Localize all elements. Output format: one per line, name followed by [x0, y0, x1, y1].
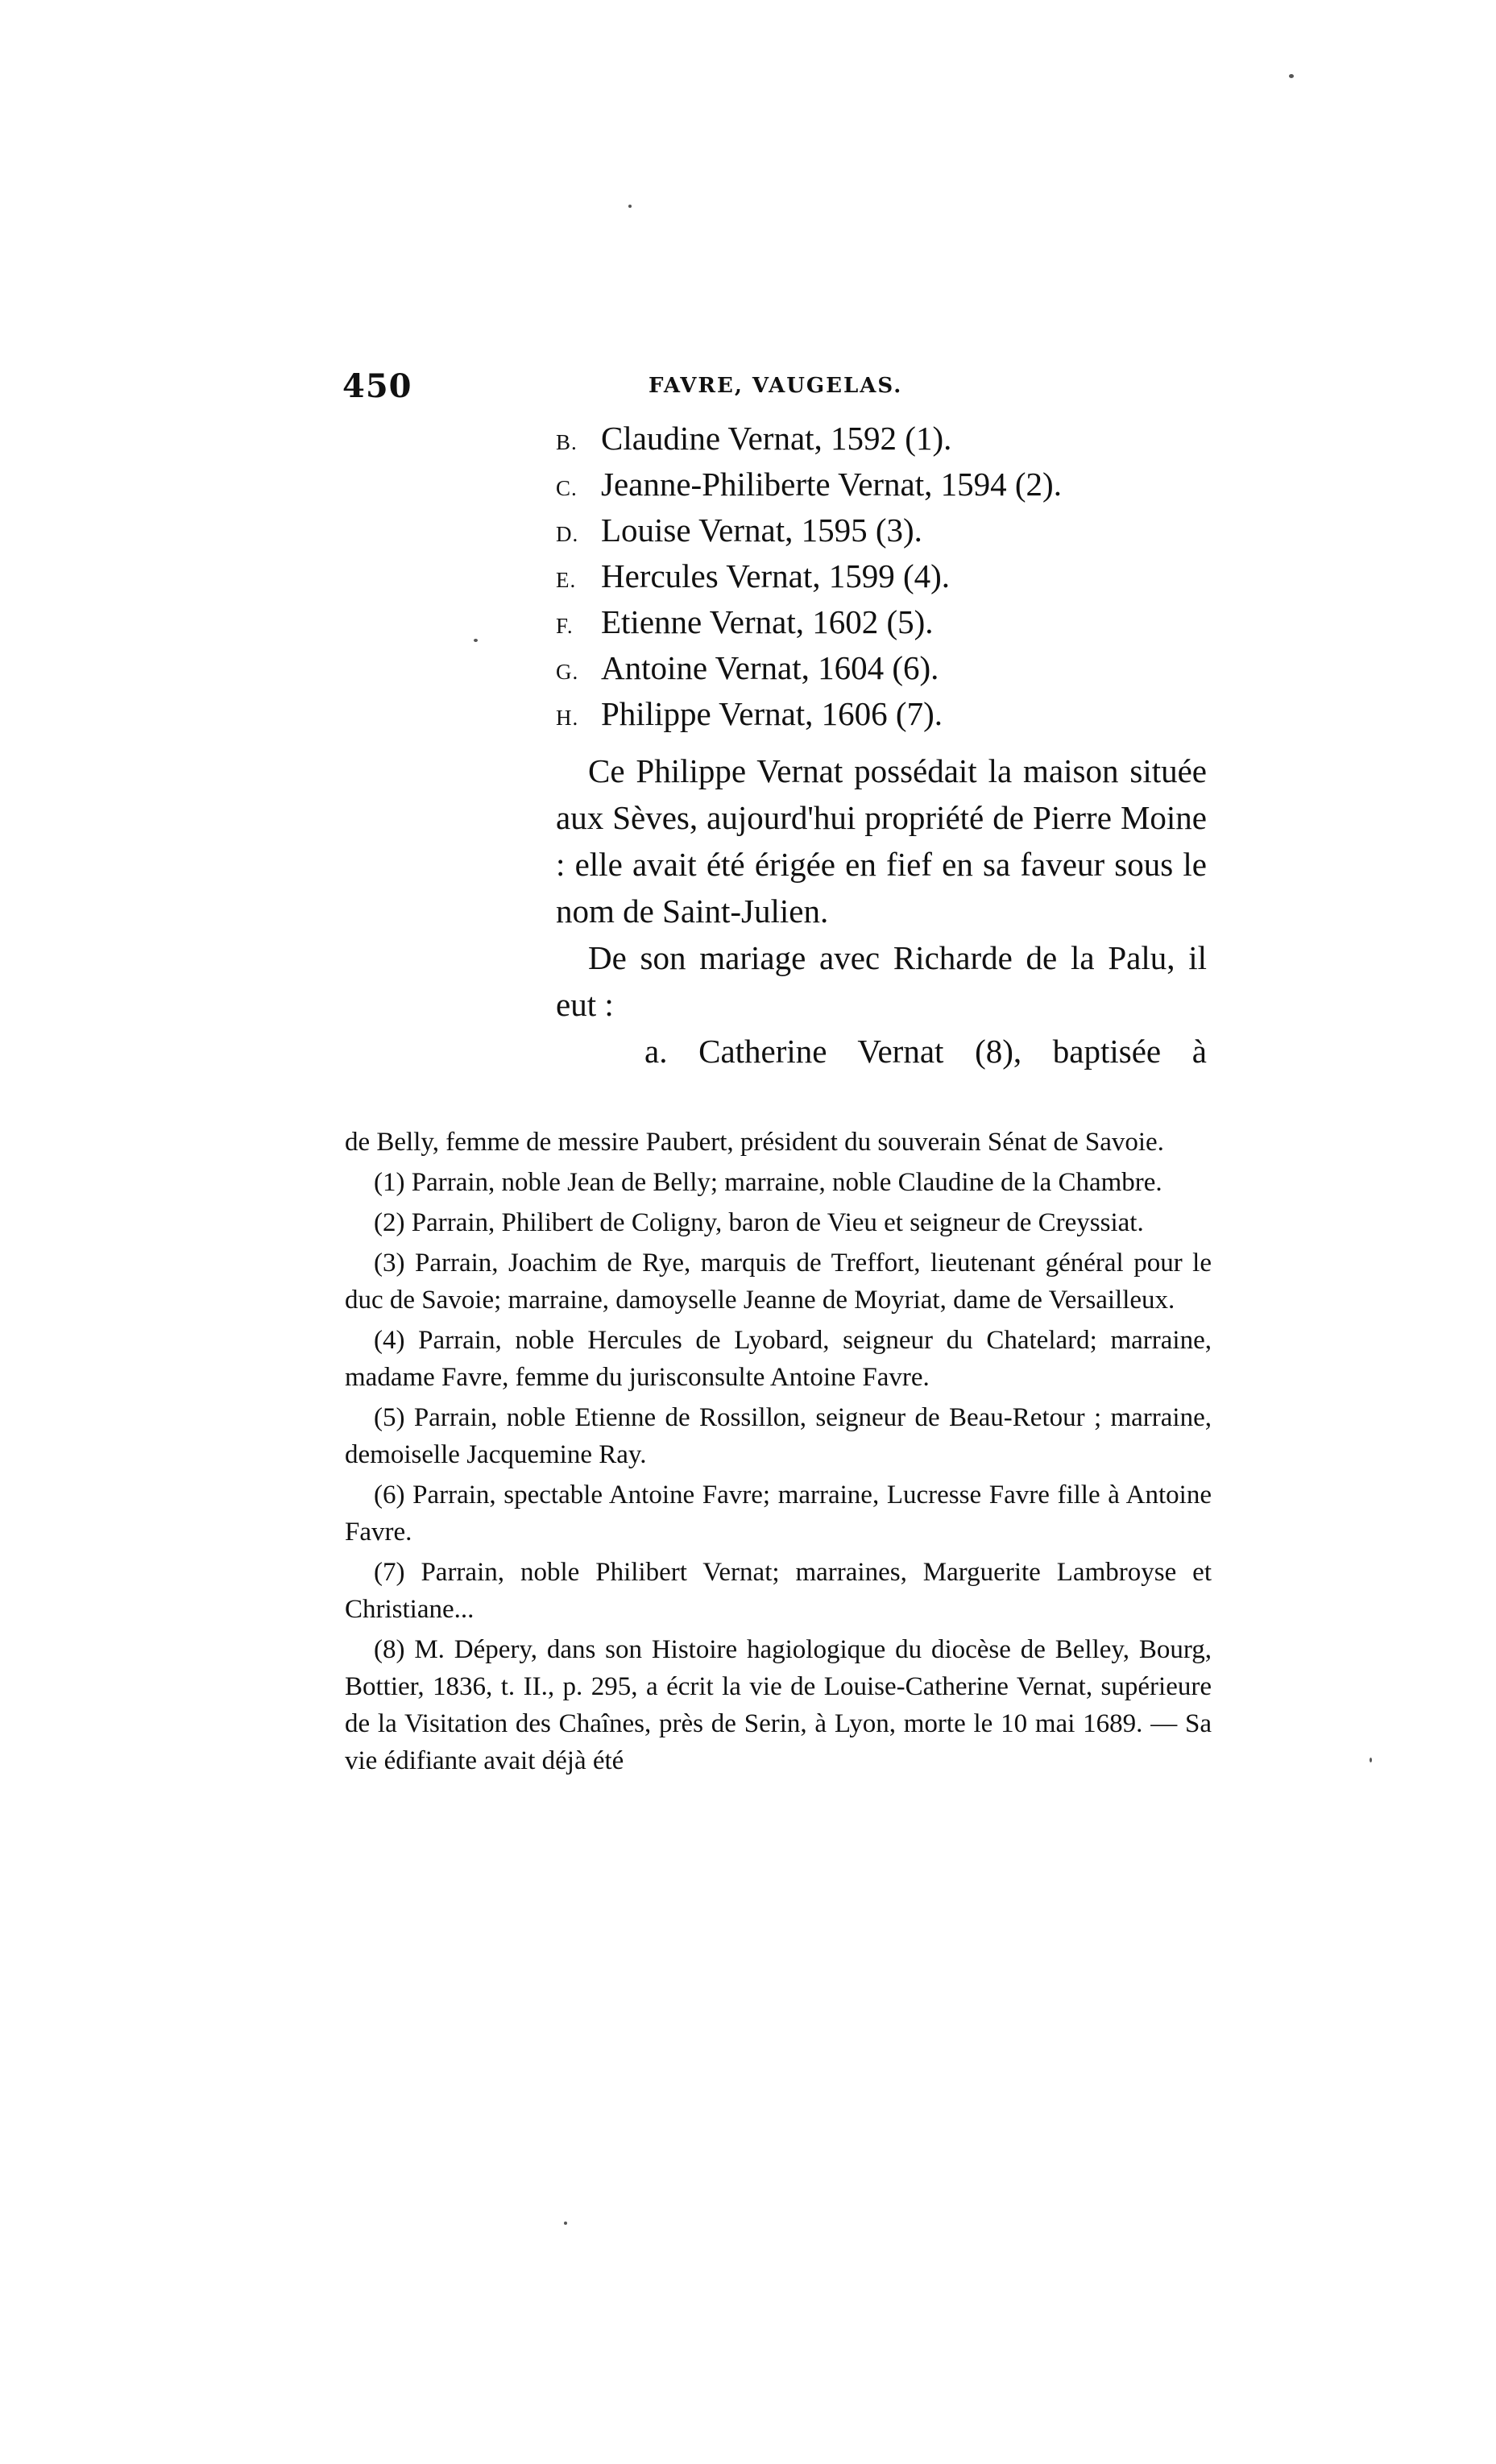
genealogy-entries	[556, 416, 1216, 737]
entry-text: Hercules Vernat, 1599 (4).	[601, 557, 951, 594]
running-head-title: FAVRE, VAUGELAS.	[649, 374, 903, 398]
footnote-1: (1) Parrain, noble Jean de Belly; marraine, noble Claudine de la Chambre.	[374, 1168, 1162, 1197]
entry-letter: F.	[556, 614, 574, 638]
entry-b	[556, 416, 1216, 462]
footnote-continuation: de Belly, femme de messire Paubert, président du souverain Sénat de Savoie.	[345, 1128, 1164, 1157]
paper-speck	[1289, 74, 1294, 78]
entry-text: Claudine Vernat, 1592 (1).	[601, 420, 952, 457]
footnote-6: (6) Parrain, spectable Antoine Favre; marraine, Lucresse Favre fille à Antoine Favre.	[345, 1480, 1212, 1547]
entry-letter: H.	[556, 706, 579, 730]
paragraph-marriage: De son mariage avec Richarde de la Palu, il eut :	[556, 939, 1207, 1023]
footnotes	[345, 1124, 1212, 1783]
entry-letter: D.	[556, 522, 579, 546]
paper-speck	[474, 639, 478, 642]
footnote-7: (7) Parrain, noble Philibert Vernat; marraines, Marguerite Lambroyse et Christiane...	[345, 1558, 1212, 1624]
entry-h	[556, 691, 1216, 737]
paragraph-philippe: Ce Philippe Vernat possédait la maison située aux Sèves, aujourd'hui propriété de Pierre Moine : elle avait été érigée en fief en sa faveur sous le nom de Saint-Julien.	[556, 752, 1207, 930]
footnote-8: (8) M. Dépery, dans son Histoire hagiologique du diocèse de Belley, Bourg, Bottier, 1836, t. II., p. 295, a écrit la vie de Louise-Catherine Vernat, supérieure de la Visitation des Chaînes, près de Serin, à Lyon, morte le 10 mai 1689. — Sa vie édifiante avait déjà été	[345, 1635, 1212, 1775]
entry-letter: G.	[556, 660, 579, 684]
paper-speck	[628, 205, 632, 208]
entry-c	[556, 462, 1216, 507]
main-text	[556, 747, 1207, 1075]
paper-speck	[1370, 1758, 1372, 1762]
page-number: 450	[342, 367, 412, 405]
entry-text: Etienne Vernat, 1602 (5).	[601, 603, 934, 640]
entry-text: Jeanne-Philiberte Vernat, 1594 (2).	[601, 466, 1062, 503]
entry-letter: E.	[556, 568, 577, 592]
entry-g	[556, 645, 1216, 691]
paper-speck	[564, 2222, 567, 2225]
entry-text: Philippe Vernat, 1606 (7).	[601, 695, 943, 732]
footnote-5: (5) Parrain, noble Etienne de Rossillon, seigneur de Beau-Retour ; marraine, demoiselle Jacquemine Ray.	[345, 1403, 1212, 1469]
entry-letter: C.	[556, 476, 578, 500]
footnote-4: (4) Parrain, noble Hercules de Lyobard, seigneur du Chatelard; marraine, madame Favre, femme du jurisconsulte Antoine Favre.	[345, 1326, 1212, 1392]
sub-entry-catherine: a. Catherine Vernat (8), baptisée à	[644, 1033, 1207, 1070]
entry-text: Louise Vernat, 1595 (3).	[601, 511, 922, 549]
entry-text: Antoine Vernat, 1604 (6).	[601, 649, 939, 686]
footnote-3: (3) Parrain, Joachim de Rye, marquis de Treffort, lieutenant général pour le duc de Savoie; marraine, damoyselle Jeanne de Moyriat, dame de Versailleux.	[345, 1249, 1212, 1315]
entry-e	[556, 553, 1216, 599]
entry-d	[556, 507, 1216, 553]
entry-letter: B.	[556, 430, 578, 454]
entry-f	[556, 599, 1216, 645]
running-head	[342, 367, 1208, 409]
footnote-2: (2) Parrain, Philibert de Coligny, baron de Vieu et seigneur de Creyssiat.	[374, 1208, 1144, 1237]
